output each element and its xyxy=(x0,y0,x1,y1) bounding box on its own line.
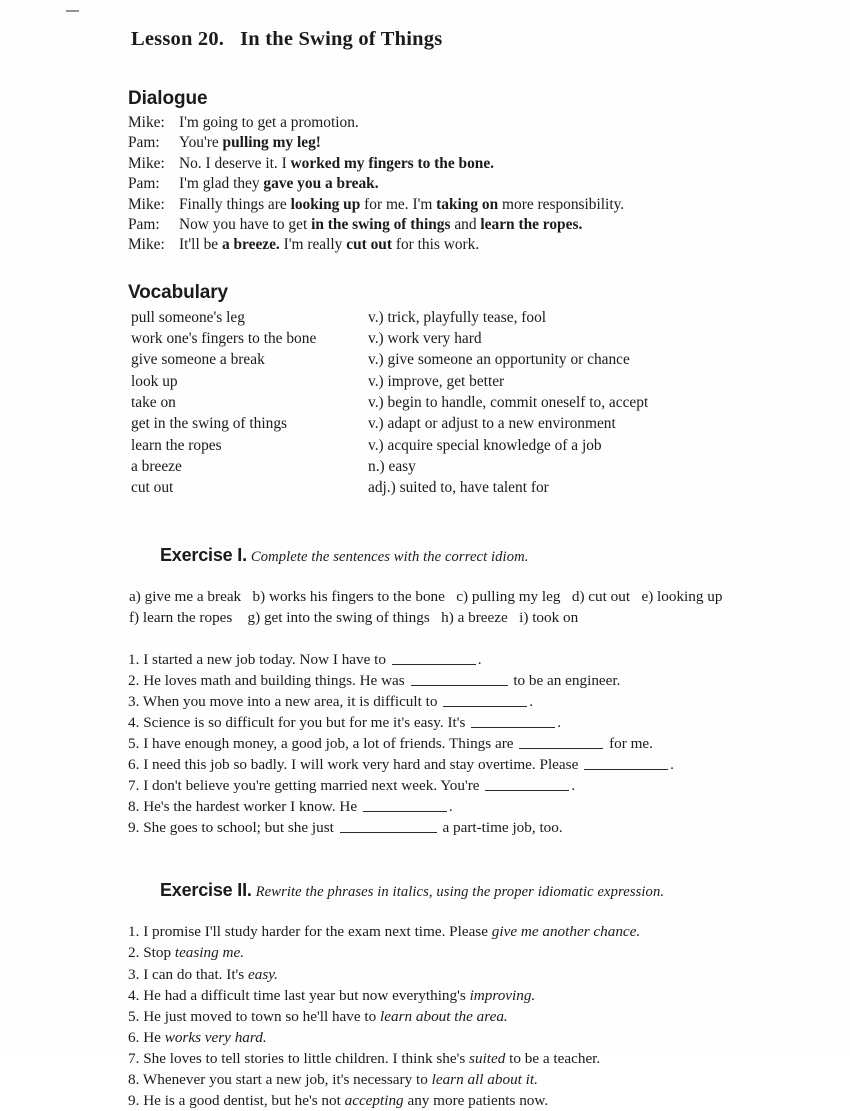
vocabulary-row xyxy=(131,328,834,349)
answer-blank[interactable] xyxy=(363,800,447,812)
vocabulary-row xyxy=(131,456,834,477)
exercise-2-question xyxy=(128,964,834,985)
text-run: I don't believe you're getting married next week. You're xyxy=(143,777,484,795)
idiom-bold: cut out xyxy=(346,236,392,254)
word-bank-line: a) give me a break b) works his fingers to the bone c) pulling my leg d) cut out e) looking up xyxy=(129,587,723,605)
exercise-2-question xyxy=(128,942,834,963)
dialogue-section xyxy=(128,88,834,256)
answer-blank[interactable] xyxy=(519,737,603,749)
question-number: 4. xyxy=(128,713,144,731)
text-run: I promise I'll study harder for the exam next time. Please xyxy=(143,923,492,941)
exercise-2-instructions: Rewrite the phrases in italics, using the proper idiomatic expression. xyxy=(255,884,665,901)
exercise-2-question xyxy=(128,921,834,942)
question-number: 5. xyxy=(128,734,144,752)
text-run: You're xyxy=(179,134,223,152)
text-run: and xyxy=(450,216,481,234)
vocabulary-term: get in the swing of things xyxy=(131,415,288,433)
exercise-2-label: Exercise II. xyxy=(160,880,252,901)
page-title: Lesson 20. In the Swing of Things xyxy=(131,28,443,50)
exercise-1-question xyxy=(128,712,834,733)
text-run: any more patients now. xyxy=(403,1092,549,1110)
vocabulary-term: cut out xyxy=(131,479,174,497)
question-number: 4. xyxy=(128,986,144,1004)
dialogue-line xyxy=(128,235,834,255)
phrase-italic: learn about the area. xyxy=(380,1007,508,1025)
text-run: He xyxy=(143,1028,165,1046)
dialogue-utterance xyxy=(179,154,834,174)
idiom-bold: learn the ropes. xyxy=(480,216,583,234)
text-run: No. I deserve it. I xyxy=(179,154,291,172)
vocabulary-definition: v.) adapt or adjust to a new environment xyxy=(368,415,616,433)
vocabulary-list xyxy=(131,307,834,499)
text-run: . xyxy=(448,798,453,816)
question-number: 2. xyxy=(128,671,144,689)
text-run: . xyxy=(571,777,576,795)
question-number: 2. xyxy=(128,944,144,962)
dialogue-speaker: Mike: xyxy=(128,154,165,172)
vocabulary-heading: Vocabulary xyxy=(128,281,229,303)
text-run: Science is so difficult for you but for me it's easy. It's xyxy=(143,713,470,731)
question-number: 8. xyxy=(128,1071,143,1089)
text-run: He is a good dentist, but he's not xyxy=(143,1092,345,1110)
exercise-2-section xyxy=(128,862,834,1111)
word-bank-line: f) learn the ropes g) get into the swing of things h) a breeze i) took on xyxy=(129,608,579,626)
text-run: I'm really xyxy=(279,236,347,254)
text-run: I have enough money, a good job, a lot of friends. Things are xyxy=(143,734,518,752)
text-run: Finally things are xyxy=(179,195,291,213)
exercise-2-question xyxy=(128,1027,834,1048)
exercise-1-word-bank xyxy=(129,586,834,628)
dialogue-line xyxy=(128,133,834,153)
text-run: Stop xyxy=(143,944,175,962)
exercise-1-question xyxy=(128,670,834,691)
exercise-2-questions xyxy=(128,921,834,1111)
vocabulary-row xyxy=(131,413,834,434)
dialogue-line xyxy=(128,195,834,215)
exercise-1-question xyxy=(128,691,834,712)
dialogue-heading: Dialogue xyxy=(128,88,208,109)
idiom-bold: a breeze. xyxy=(221,236,280,254)
phrase-italic: suited xyxy=(469,1049,506,1067)
question-number: 9. xyxy=(128,819,144,837)
question-number: 6. xyxy=(128,1028,144,1046)
text-run: a part-time job, too. xyxy=(438,819,563,837)
exercise-1-question xyxy=(128,733,834,754)
exercise-1-question xyxy=(128,649,834,670)
question-number: 1. xyxy=(128,650,144,668)
dialogue-utterance xyxy=(179,113,834,133)
text-run: He's the hardest worker I know. He xyxy=(143,798,361,816)
dialogue-speaker: Mike: xyxy=(128,195,165,213)
vocabulary-term: look up xyxy=(131,372,178,390)
text-run: I started a new job today. Now I have to xyxy=(143,650,390,668)
dialogue-utterance xyxy=(179,195,834,215)
vocabulary-definition: v.) acquire special knowledge of a job xyxy=(368,436,602,454)
vocabulary-row xyxy=(131,371,834,392)
vocabulary-row xyxy=(131,392,834,413)
text-run: for me. xyxy=(605,734,653,752)
exercise-2-header xyxy=(128,862,834,919)
exercise-1-instructions: Complete the sentences with the correct idiom. xyxy=(250,548,529,565)
text-run: I need this job so badly. I will work very hard and stay overtime. Please xyxy=(143,755,583,773)
idiom-bold: taking on xyxy=(436,195,499,213)
dialogue-line xyxy=(128,113,834,133)
page-content xyxy=(128,18,834,1111)
idiom-bold: worked my fingers to the bone. xyxy=(290,154,495,172)
vocabulary-definition: v.) improve, get better xyxy=(368,372,505,390)
dialogue-utterance xyxy=(179,133,834,153)
exercise-2-question xyxy=(128,1069,834,1090)
phrase-italic: easy. xyxy=(248,965,278,983)
vocabulary-definition: n.) easy xyxy=(368,457,416,475)
dialogue-utterance xyxy=(179,174,834,194)
phrase-italic: give me another chance. xyxy=(491,923,641,941)
question-number: 6. xyxy=(128,755,144,773)
exercise-1-question xyxy=(128,817,834,838)
vocabulary-row xyxy=(131,349,834,370)
phrase-italic: accepting xyxy=(344,1092,404,1110)
answer-blank[interactable] xyxy=(584,758,668,770)
question-number: 3. xyxy=(128,692,143,710)
text-run: He loves math and building things. He was xyxy=(143,671,409,689)
question-number: 5. xyxy=(128,1007,144,1025)
answer-blank[interactable] xyxy=(485,779,569,791)
text-run: . xyxy=(529,692,534,710)
text-run: to be an engineer. xyxy=(509,671,621,689)
answer-blank[interactable] xyxy=(340,821,437,833)
exercise-1-question xyxy=(128,775,834,796)
vocabulary-definition: v.) trick, playfully tease, fool xyxy=(368,308,547,326)
phrase-italic: works very hard. xyxy=(164,1028,267,1046)
text-run: When you move into a new area, it is difficult to xyxy=(142,692,442,710)
idiom-bold: in the swing of things xyxy=(311,216,451,234)
vocabulary-term: give someone a break xyxy=(131,351,265,369)
exercise-1-question xyxy=(128,796,834,817)
text-run: for this work. xyxy=(391,236,480,254)
vocabulary-definition: v.) work very hard xyxy=(368,330,482,348)
answer-blank[interactable] xyxy=(392,653,476,665)
exercise-2-question xyxy=(128,985,834,1006)
vocabulary-row xyxy=(131,307,834,328)
idiom-bold: pulling my leg! xyxy=(222,134,321,152)
dialogue-speaker: Pam: xyxy=(128,175,160,193)
question-number: 3. xyxy=(128,965,144,983)
scan-artifact-dash xyxy=(66,10,79,12)
vocabulary-section xyxy=(128,282,834,499)
text-run: She goes to school; but she just xyxy=(143,819,338,837)
vocabulary-term: a breeze xyxy=(131,457,182,475)
phrase-italic: learn all about it. xyxy=(431,1071,538,1089)
dialogue-utterance xyxy=(179,235,834,255)
text-run: I'm going to get a promotion. xyxy=(179,114,359,131)
text-run: Whenever you start a new job, it's necessary to xyxy=(142,1071,432,1089)
text-run: for me. I'm xyxy=(360,195,437,213)
exercise-1-questions xyxy=(128,649,834,839)
exercise-2-question xyxy=(128,1048,834,1069)
vocabulary-definition: adj.) suited to, have talent for xyxy=(368,479,549,497)
text-run: . xyxy=(670,755,674,773)
dialogue-speaker: Mike: xyxy=(128,236,165,254)
question-number: 7. xyxy=(128,1049,144,1067)
dialogue-speaker: Pam: xyxy=(128,134,160,152)
exercise-1-header xyxy=(128,527,834,584)
answer-blank[interactable] xyxy=(471,716,555,728)
question-number: 9. xyxy=(128,1092,144,1110)
exercise-1-label: Exercise I. xyxy=(160,544,247,565)
vocabulary-term: learn the ropes xyxy=(131,436,222,454)
exercise-1-section xyxy=(128,527,834,839)
vocabulary-term: take on xyxy=(131,394,176,412)
text-run: She loves to tell stories to little children. I think she's xyxy=(143,1049,470,1067)
vocabulary-definition: v.) begin to handle, commit oneself to, accept xyxy=(368,394,649,412)
vocabulary-row xyxy=(131,435,834,456)
text-run: He just moved to town so he'll have to xyxy=(143,1007,381,1025)
text-run: I'm glad they xyxy=(179,175,264,193)
question-number: 1. xyxy=(128,923,144,941)
vocabulary-definition: v.) give someone an opportunity or chance xyxy=(368,351,630,369)
dialogue-line xyxy=(128,174,834,194)
text-run: It'll be xyxy=(179,236,222,254)
text-run: He had a difficult time last year but now everything's xyxy=(143,986,470,1004)
vocabulary-row xyxy=(131,477,834,498)
dialogue-list xyxy=(128,113,834,256)
dialogue-utterance xyxy=(179,215,834,235)
text-run: more responsibility. xyxy=(498,195,625,213)
exercise-2-question xyxy=(128,1090,834,1111)
answer-blank[interactable] xyxy=(411,674,508,686)
question-number: 7. xyxy=(128,777,144,795)
dialogue-line xyxy=(128,154,834,174)
dialogue-speaker: Pam: xyxy=(128,216,160,234)
idiom-bold: gave you a break. xyxy=(263,175,379,193)
answer-blank[interactable] xyxy=(443,695,527,707)
text-run: . xyxy=(477,650,482,668)
exercise-1-question xyxy=(128,754,834,775)
text-run: . xyxy=(557,713,562,731)
phrase-italic: teasing me. xyxy=(174,944,245,962)
dialogue-speaker: Mike: xyxy=(128,114,165,131)
exercise-2-question xyxy=(128,1006,834,1027)
text-run: to be a teacher. xyxy=(505,1049,601,1067)
text-run: I can do that. It's xyxy=(143,965,248,983)
idiom-bold: looking up xyxy=(290,195,361,213)
phrase-italic: improving. xyxy=(469,986,536,1004)
text-run: Now you have to get xyxy=(179,216,312,234)
vocabulary-term: pull someone's leg xyxy=(131,308,245,326)
question-number: 8. xyxy=(128,798,144,816)
dialogue-line xyxy=(128,215,834,235)
vocabulary-term: work one's fingers to the bone xyxy=(131,330,317,348)
